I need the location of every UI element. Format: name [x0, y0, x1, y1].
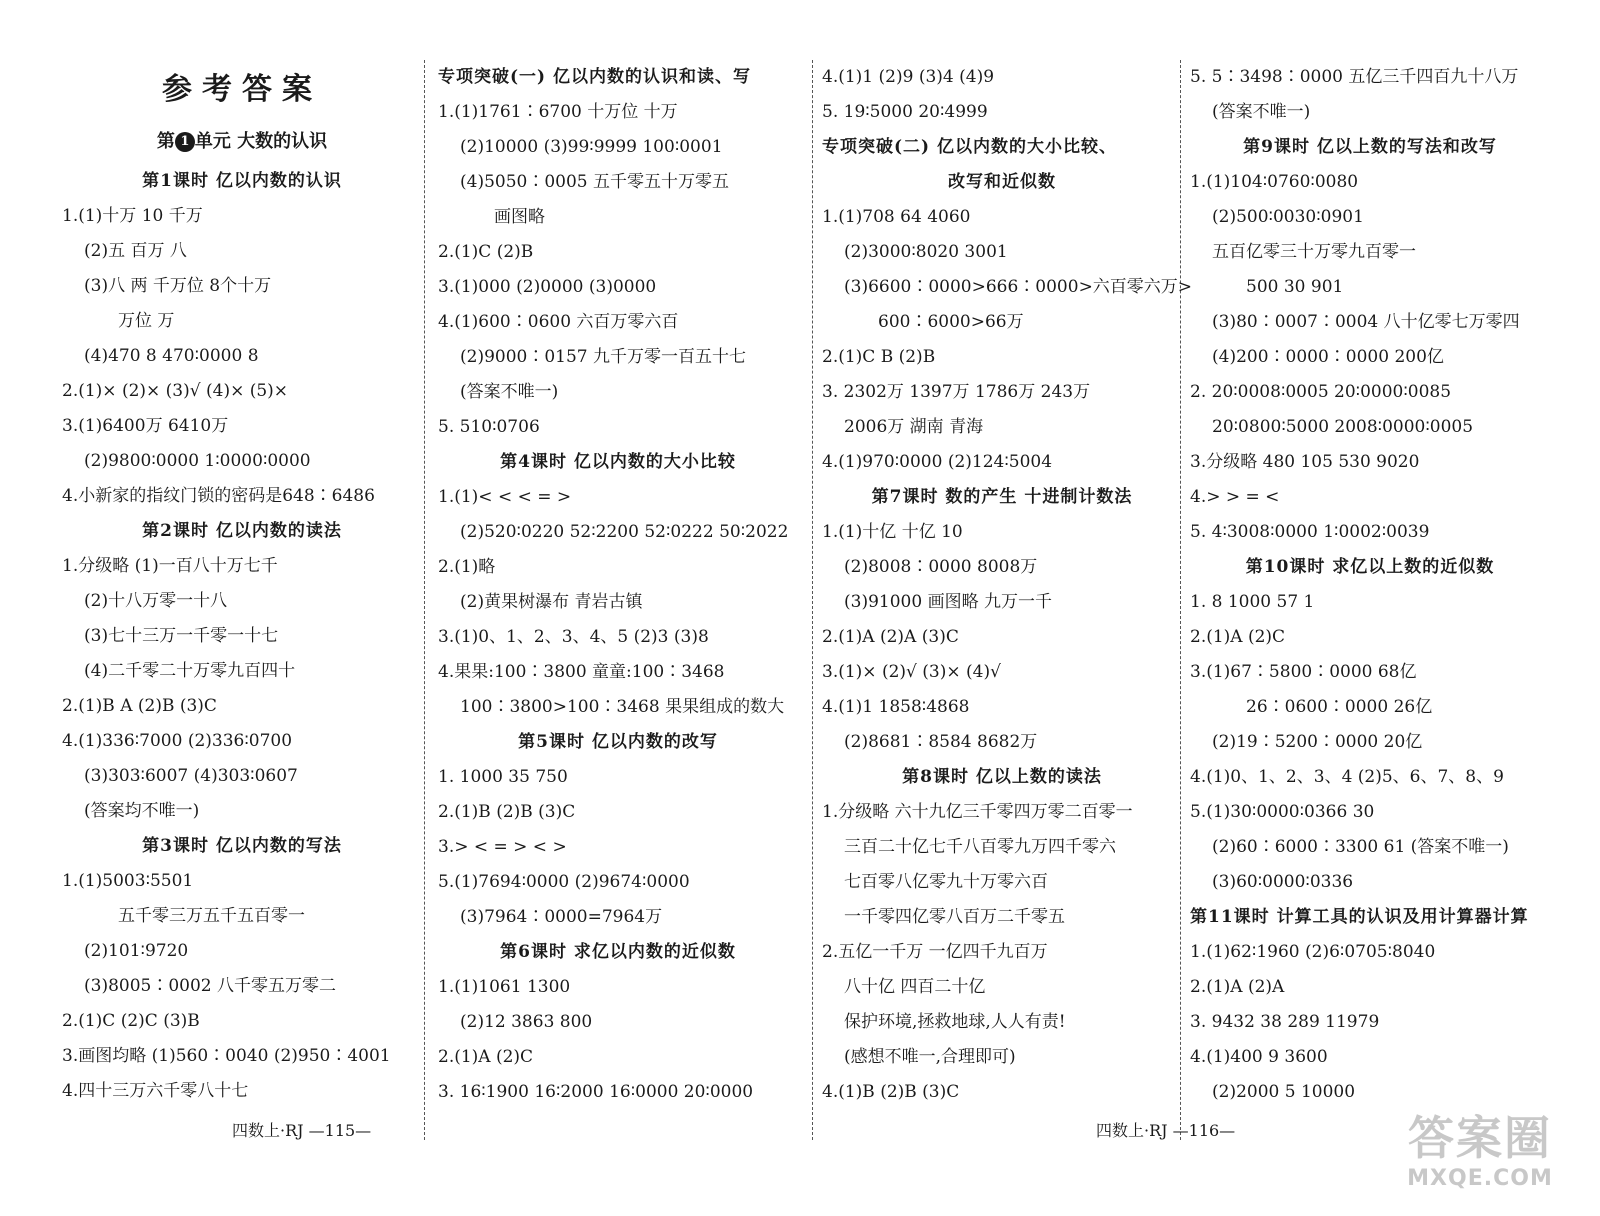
unit-title: 单元 大数的认识	[194, 131, 328, 152]
answer-line: (2)19∶5200∶0000 20亿	[1212, 732, 1423, 752]
answer-line: 1.分级略 六十九亿三千零四万零二百零一	[822, 802, 1133, 822]
answer-line: 4.果果:100∶3800 童童:100∶3468	[438, 662, 725, 682]
answer-line: (3)6600∶0000>666∶0000>六百零六万>	[844, 277, 1193, 297]
section-heading: 改写和近似数	[948, 172, 1056, 192]
watermark-logo	[1390, 1110, 1570, 1200]
answer-line: (3)60∶0000∶0336	[1212, 872, 1354, 892]
answer-line: 2.(1)A (2)C	[1190, 627, 1286, 647]
answer-line: (4)5050∶0005 五千零五十万零五	[460, 172, 730, 192]
answer-line: 4.四十三万六千零八十七	[62, 1081, 249, 1101]
answer-line: 1. 8 1000 57 1	[1190, 592, 1315, 612]
answer-line: (3)7964∶0000=7964万	[460, 907, 663, 927]
answer-line: (2)9000∶0157 九千万零一百五十七	[460, 347, 747, 367]
answer-line: 五百亿零三十万零九百零一	[1212, 242, 1416, 262]
answer-line: 3. 2302万 1397万 1786万 243万	[822, 382, 1091, 402]
unit-prefix: 第	[156, 131, 175, 152]
answer-line: (感想不唯一,合理即可)	[844, 1047, 1016, 1067]
answer-line: (4)470 8 470∶0000 8	[84, 346, 259, 366]
answer-line: 2.(1)略	[438, 557, 496, 577]
answer-line: 4.> > = <	[1190, 487, 1280, 507]
answer-line: 1.(1)708 64 4060	[822, 207, 971, 227]
section-heading: 第9课时 亿以上数的写法和改写	[1243, 137, 1497, 157]
answer-line: 2.(1)C B (2)B	[822, 347, 936, 367]
answer-line: (2)520∶0220 52∶2200 52∶0222 50∶2022	[460, 522, 789, 542]
answer-line: (2)8681∶8584 8682万	[844, 732, 1038, 752]
answer-line: (2)十八万零一十八	[84, 591, 228, 611]
answer-line: 3.(1)6400万 6410万	[62, 416, 229, 436]
answer-line: 1.(1)1761∶6700 十万位 十万	[438, 102, 678, 122]
answer-line: 4.小新家的指纹门锁的密码是648∶6486	[62, 486, 375, 506]
answer-line: 1.(1)十亿 十亿 10	[822, 522, 963, 542]
answer-lines	[1190, 60, 1550, 1110]
answer-line: (2)黄果树瀑布 青岩古镇	[460, 592, 643, 612]
answer-line: 4.(1)400 9 3600	[1190, 1047, 1328, 1067]
page-footer-right: 四数上·RJ —116—	[1096, 1121, 1236, 1140]
answer-line: 万位 万	[118, 311, 175, 331]
section-heading: 第2课时 亿以内数的读法	[142, 521, 342, 541]
answer-line: 3.(1)67∶5800∶0000 68亿	[1190, 662, 1417, 682]
answer-line: (3)91000 画图略 九万一千	[844, 592, 1052, 612]
answer-line: 2.(1)B A (2)B (3)C	[62, 696, 217, 716]
answer-line: 4.(1)1 (2)9 (3)4 (4)9	[822, 67, 995, 87]
answer-line: 2.(1)C (2)B	[438, 242, 534, 262]
answer-line: 2.(1)A (2)A (3)C	[822, 627, 959, 647]
answer-line: 100∶3800>100∶3468 果果组成的数大	[460, 697, 785, 717]
answer-line: 3.(1)× (2)√ (3)× (4)√	[822, 662, 1001, 682]
answer-line: (2)8008∶0000 8008万	[844, 557, 1038, 577]
page-title: 参考答案	[162, 72, 322, 107]
answer-line: (2)12 3863 800	[460, 1012, 593, 1032]
answer-line: 一千零四亿零八百万二千零五	[844, 907, 1065, 927]
section-heading: 第7课时 数的产生 十进制计数法	[871, 487, 1133, 507]
answer-lines	[438, 60, 798, 1110]
answer-line: 1.(1)1061 1300	[438, 977, 571, 997]
answer-line: (2)101∶9720	[84, 941, 189, 961]
answer-line: 2006万 湖南 青海	[844, 417, 984, 437]
answer-line: 2.(1)A (2)A	[1190, 977, 1285, 997]
answer-line: 3.(1)000 (2)0000 (3)0000	[438, 277, 657, 297]
answer-line: 1.(1)5003∶5501	[62, 871, 194, 891]
answer-line: 1.分级略 (1)一百八十万七千	[62, 556, 278, 576]
answer-column-3	[822, 60, 1193, 1110]
answer-line: 3.(1)0、1、2、3、4、5 (2)3 (3)8	[438, 627, 709, 647]
answer-line: 2.(1)A (2)C	[438, 1047, 534, 1067]
answer-lines	[62, 164, 422, 1109]
section-heading: 第11课时 计算工具的认识及用计算器计算	[1190, 907, 1529, 927]
answer-line: 1.(1)62∶1960 (2)6∶0705∶8040	[1190, 942, 1436, 962]
answer-line: 4.(1)600∶0600 六百万零六百	[438, 312, 679, 332]
section-heading: 第1课时 亿以内数的认识	[142, 171, 342, 191]
answer-line: 500 30 901	[1246, 277, 1344, 297]
answer-line: 4.(1)970∶0000 (2)124∶5004	[822, 452, 1053, 472]
answer-line: (3)8005∶0002 八千零五万零二	[84, 976, 337, 996]
section-heading: 第3课时 亿以内数的写法	[142, 836, 342, 856]
page-footer-left: 四数上·RJ —115—	[232, 1121, 372, 1140]
answer-line: 八十亿 四百二十亿	[844, 977, 986, 997]
answer-line: (2)五 百万 八	[84, 241, 187, 261]
answer-line: 5. 510∶0706	[438, 417, 540, 437]
section-heading: 第8课时 亿以上数的读法	[902, 767, 1102, 787]
watermark-url: MXQE.COM	[1407, 1166, 1553, 1191]
answer-line: 1.(1)< < < = >	[438, 487, 572, 507]
answer-line: (4)二千零二十万零九百四十	[84, 661, 296, 681]
column-divider	[424, 60, 425, 1140]
answer-line: 26∶0600∶0000 26亿	[1246, 697, 1433, 717]
answer-line: (答案均不唯一)	[84, 801, 200, 821]
answer-line: 七百零八亿零九十万零六百	[844, 872, 1048, 892]
answer-line: 4.(1)0、1、2、3、4 (2)5、6、7、8、9	[1190, 767, 1504, 787]
section-heading: 专项突破(一) 亿以内数的认识和读、写	[438, 67, 752, 87]
answer-column-1	[62, 60, 422, 1109]
answer-line: 5. 5∶3498∶0000 五亿三千四百九十八万	[1190, 67, 1519, 87]
answer-line: 600∶6000>66万	[878, 312, 1024, 332]
answer-line: (答案不唯一)	[460, 382, 559, 402]
answer-column-2	[438, 60, 798, 1110]
unit-heading	[62, 120, 422, 164]
column-divider	[812, 60, 813, 1140]
answer-line: 2.(1)× (2)× (3)√ (4)× (5)×	[62, 381, 289, 401]
answer-line: 3. 9432 38 289 11979	[1190, 1012, 1380, 1032]
answer-line: 保护环境,拯救地球,人人有责!	[844, 1012, 1066, 1032]
answer-line: (答案不唯一)	[1212, 102, 1311, 122]
section-heading: 第10课时 求亿以上数的近似数	[1245, 557, 1495, 577]
answer-line: (3)80∶0007∶0004 八十亿零七万零四	[1212, 312, 1520, 332]
answer-line: (3)八 两 千万位 8个十万	[84, 276, 272, 296]
section-heading: 第6课时 求亿以内数的近似数	[500, 942, 736, 962]
watermark-text: 答案圈	[1408, 1111, 1552, 1165]
answer-line: 5. 4∶3008∶0000 1∶0002∶0039	[1190, 522, 1430, 542]
answer-line: (2)2000 5 10000	[1212, 1082, 1356, 1102]
answer-line: 2.五亿一千万 一亿四千九百万	[822, 942, 1048, 962]
unit-number-badge: 1	[175, 132, 195, 152]
answer-line: (2)500∶0030∶0901	[1212, 207, 1364, 227]
answer-line: (2)10000 (3)99∶9999 100∶0001	[460, 137, 723, 157]
section-heading: 专项突破(二) 亿以内数的大小比较、	[822, 137, 1118, 157]
answer-line: 5. 19∶5000 20∶4999	[822, 102, 988, 122]
answer-line: (2)60∶6000∶3300 61 (答案不唯一)	[1212, 837, 1509, 857]
answer-line: 5.(1)7694∶0000 (2)9674∶0000	[438, 872, 690, 892]
answer-line: (2)9800∶0000 1∶0000∶0000	[84, 451, 311, 471]
answer-line: 4.(1)B (2)B (3)C	[822, 1082, 960, 1102]
answer-line: (4)200∶0000∶0000 200亿	[1212, 347, 1444, 367]
answer-lines	[822, 60, 1193, 1110]
answer-line: (3)303∶6007 (4)303∶0607	[84, 766, 298, 786]
answer-line: 4.(1)336∶7000 (2)336∶0700	[62, 731, 293, 751]
section-heading: 第4课时 亿以内数的大小比较	[500, 452, 736, 472]
answer-line: 4.(1)1 1858∶4868	[822, 697, 970, 717]
answer-line: 20∶0800∶5000 2008∶0000∶0005	[1212, 417, 1474, 437]
answer-line: 3. 16∶1900 16∶2000 16∶0000 20∶0000	[438, 1082, 754, 1102]
answer-line: 3.画图均略 (1)560∶0040 (2)950∶4001	[62, 1046, 391, 1066]
answer-line: 2.(1)B (2)B (3)C	[438, 802, 576, 822]
answer-line: 五千零三万五千五百零一	[118, 906, 305, 926]
answer-line: 2. 20∶0008∶0005 20∶0000∶0085	[1190, 382, 1452, 402]
answer-line: (3)七十三万一千零一十七	[84, 626, 279, 646]
answer-line: 5.(1)30∶0000∶0366 30	[1190, 802, 1375, 822]
answer-line: 1.(1)104∶0760∶0080	[1190, 172, 1359, 192]
answer-line: (2)3000∶8020 3001	[844, 242, 1008, 262]
answer-line: 画图略	[494, 207, 545, 227]
section-heading: 第5课时 亿以内数的改写	[518, 732, 718, 752]
answer-line: 3.> < = > < >	[438, 837, 567, 857]
answer-line: 3.分级略 480 105 530 9020	[1190, 452, 1420, 472]
answer-line: 三百二十亿七千八百零九万四千零六	[844, 837, 1116, 857]
answer-line: 1. 1000 35 750	[438, 767, 568, 787]
answer-line: 2.(1)C (2)C (3)B	[62, 1011, 200, 1031]
answer-line: 1.(1)十万 10 千万	[62, 206, 203, 226]
answer-column-4	[1190, 60, 1550, 1110]
